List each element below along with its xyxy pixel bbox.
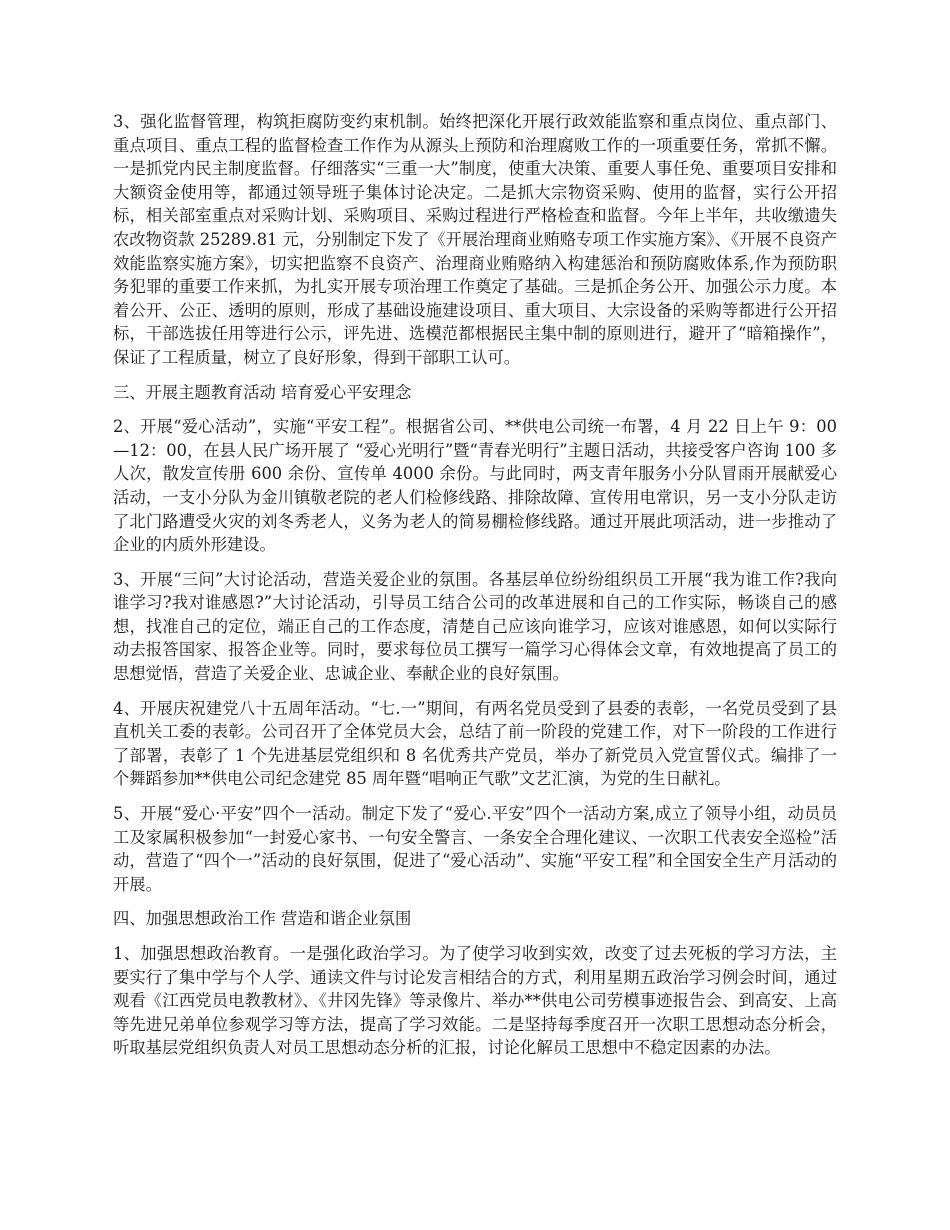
paragraph-party-anniversary: 4、开展庆祝建党八十五周年活动。“七.一”期间，有两名党员受到了县委的表彰，一名党员受到了县直机关工委的表彰。公司召开了全体党员大会，总结了前一阶段的党建工作，对下一阶段的工作进行了部署，表彰了 1 个先进基层党组织和 8 名优秀共产党员，举办了新党员入党宣誓仪式。编排了一个舞蹈参加**供电公司纪念建党 85 周年暨“唱响正气歌”文艺汇演，为党的生日献礼。 bbox=[113, 698, 837, 789]
paragraph-love-safety: 5、开展“爱心·平安”四个一活动。制定下发了“爱心.平安”四个一活动方案,成立了领导小组，动员员工及家属积极参加“一封爱心家书、一句安全警言、一条安全合理化建议、一次职工代表安全巡检”活动，营造了“四个一”活动的良好氛围，促进了“爱心活动”、实施“平安工程”和全国安全生产月活动的开展。 bbox=[113, 804, 837, 894]
paragraph-three-questions: 3、开展“三问”大讨论活动，营造关爱企业的氛围。各基层单位纷纷组织员工开展“我为谁工作?我向谁学习?我对谁感恩?”大讨论活动，引导员工结合公司的改革进展和自己的工作实际，畅谈自己的感想，找准自己的定位，端正自己的工作态度，清楚自己应该向谁学习，应该对谁感恩，如何以实际行动去报答国家、报答企业等。同时，要求每位员工撰写一篇学习心得体会文章，有效地提高了员工的思想觉悟，营造了关爱企业、忠诚企业、奉献企业的良好氛围。 bbox=[113, 569, 837, 684]
document-body bbox=[113, 110, 837, 1071]
section-heading-4: 四、加强思想政治工作 营造和谐企业氛围 bbox=[113, 909, 412, 929]
paragraph-political-education: 1、加强思想政治教育。一是强化政治学习。为了使学习收到实效，改变了过去死板的学习方法，主要实行了集中学与个人学、通读文件与讨论发言相结合的方式，利用星期五政治学习例会时间，通过观看《江西党员电教教材》、《井冈先锋》等录像片、举办**供电公司劳模事迹报告会、到高安、上高等先进兄弟单位参观学习等方法，提高了学习效能。二是坚持每季度召开一次职工思想动态分析会，听取基层党组织负责人对员工思想动态分析的汇报，讨论化解员工思想中不稳定因素的办法。 bbox=[113, 944, 837, 1058]
section-heading-3: 三、开展主题教育活动 培育爱心平安理念 bbox=[113, 382, 412, 402]
paragraph-love-activity: 2、开展“爱心活动”，实施“平安工程”。根据省公司、**供电公司统一布署，4 月 22 日上午 9：00—12：00，在县人民广场开展了 “爱心光明行”暨“青春光明行”主题日活动，共接受客户咨询 100 多人次，散发宣传册 600 余份、宣传单 4000 余份。与此同时，两支青年服务小分队冒雨开展献爱心活动，一支小分队为金川镇敬老院的老人们检修线路、排除故障、宣传用电常识，另一支小分队走访了北门路遭受火灾的刘冬秀老人，义务为老人的简易棚检修线路。通过开展此项活动，进一步推动了企业的内质外形建设。 bbox=[113, 417, 837, 555]
paragraph-supervision: 3、强化监督管理，构筑拒腐防变约束机制。始终把深化开展行政效能监察和重点岗位、重点部门、重点项目、重点工程的监督检查工作作为从源头上预防和治理腐败工作的一项重要任务，常抓不懈。一是抓党内民主制度监督。仔细落实“三重一大”制度，使重大决策、重要人事任免、重要项目安排和大额资金使用等，都通过领导班子集体讨论决定。二是抓大宗物资采购、使用的监督，实行公开招标，相关部室重点对采购计划、采购项目、采购过程进行严格检查和监督。今年上半年，共收缴遗失农改物资款 25289.81 元，分别制定下发了《开展治理商业贿赂专项工作实施方案》、《开展不良资产效能监察实施方案》，切实把监察不良资产、治理商业贿赂纳入构建惩治和预防腐败体系,作为预防职务犯罪的重要工作来抓，为扎实开展专项治理工作奠定了基础。三是抓企务公开、加强公示力度。本着公开、公正、透明的原则，形成了基础设施建设项目、重大项目、大宗设备的采购等都进行公开招标，干部选拔任用等进行公示，评先进、选模范都根据民主集中制的原则进行，避开了“暗箱操作”，保证了工程质量，树立了良好形象，得到干部职工认可。 bbox=[113, 112, 837, 367]
